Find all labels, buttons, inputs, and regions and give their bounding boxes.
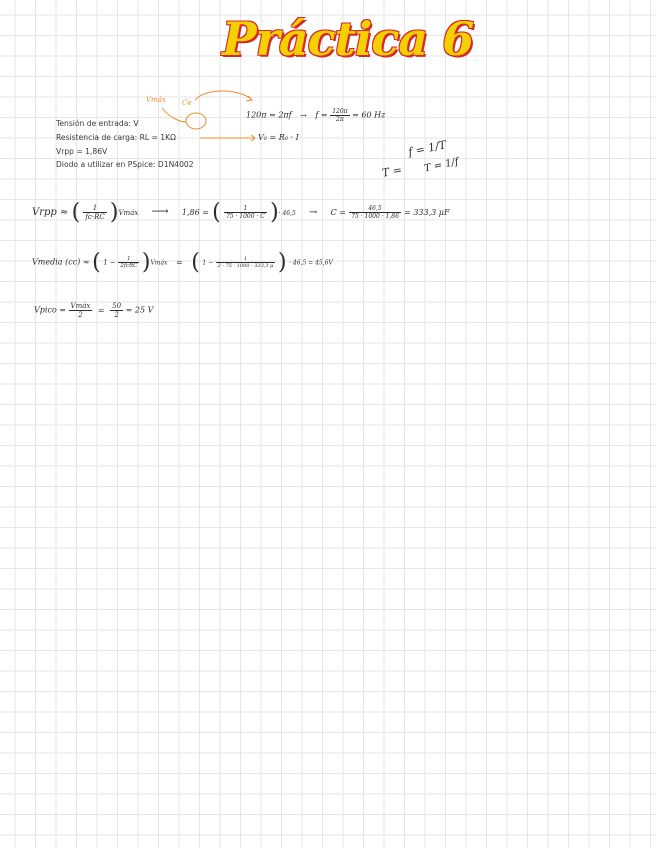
info-diode: Diodo a utilizar en PSpice: D1N4002 <box>56 160 194 169</box>
orange-note-ce: Ce <box>182 99 192 107</box>
info-vrpp: Vrpp = 1,86V <box>56 147 108 156</box>
equation-mean-voltage: Vmedia (cc) ≈ ( 1 − $\frac{1}{\text{2fcRC}}$ )Vmáx = ( 1 − $\frac{1}{2 \cdot 75 \cdot 1000 \cdot 333,3 \mu}$ ) · 46,5 = 45,6V <box>32 250 333 275</box>
info-input-voltage: Tensión de entrada: V <box>56 119 139 128</box>
period-note-bottom: T = 1/f <box>423 156 460 175</box>
info-load-resistance: Resistencia de carga: RL = 1KΩ <box>56 133 176 142</box>
orange-note-vmax: Vmáx <box>146 96 166 104</box>
page-title: Práctica 6 <box>222 12 474 66</box>
equation-peak-voltage: Vpico = $\frac{\text{Vmáx}}{2}$ = $\frac{50}{2}$ = 25 V <box>34 302 154 319</box>
ohm-law-note: V₀ = R₀ · I <box>258 133 299 142</box>
omega-equation: 120π = 2πf → f = $\frac{120\pi}{2\pi}$ = 60 Hz <box>246 108 386 123</box>
period-note-t: T = <box>381 163 404 180</box>
period-note-top: f = 1/T <box>407 138 448 159</box>
equation-ripple: Vrpp ≈ ( $\frac{1}{fc\cdot RC}$ )Vmáx ⟶ 1,86 = ( $\frac{1}{75 \cdot 1000 \cdot C}$ )· 46,5 → C = $\frac{46,5}{75 \cdot 1000 \cdot 1,86}$ = 333,3 μF <box>32 200 450 225</box>
